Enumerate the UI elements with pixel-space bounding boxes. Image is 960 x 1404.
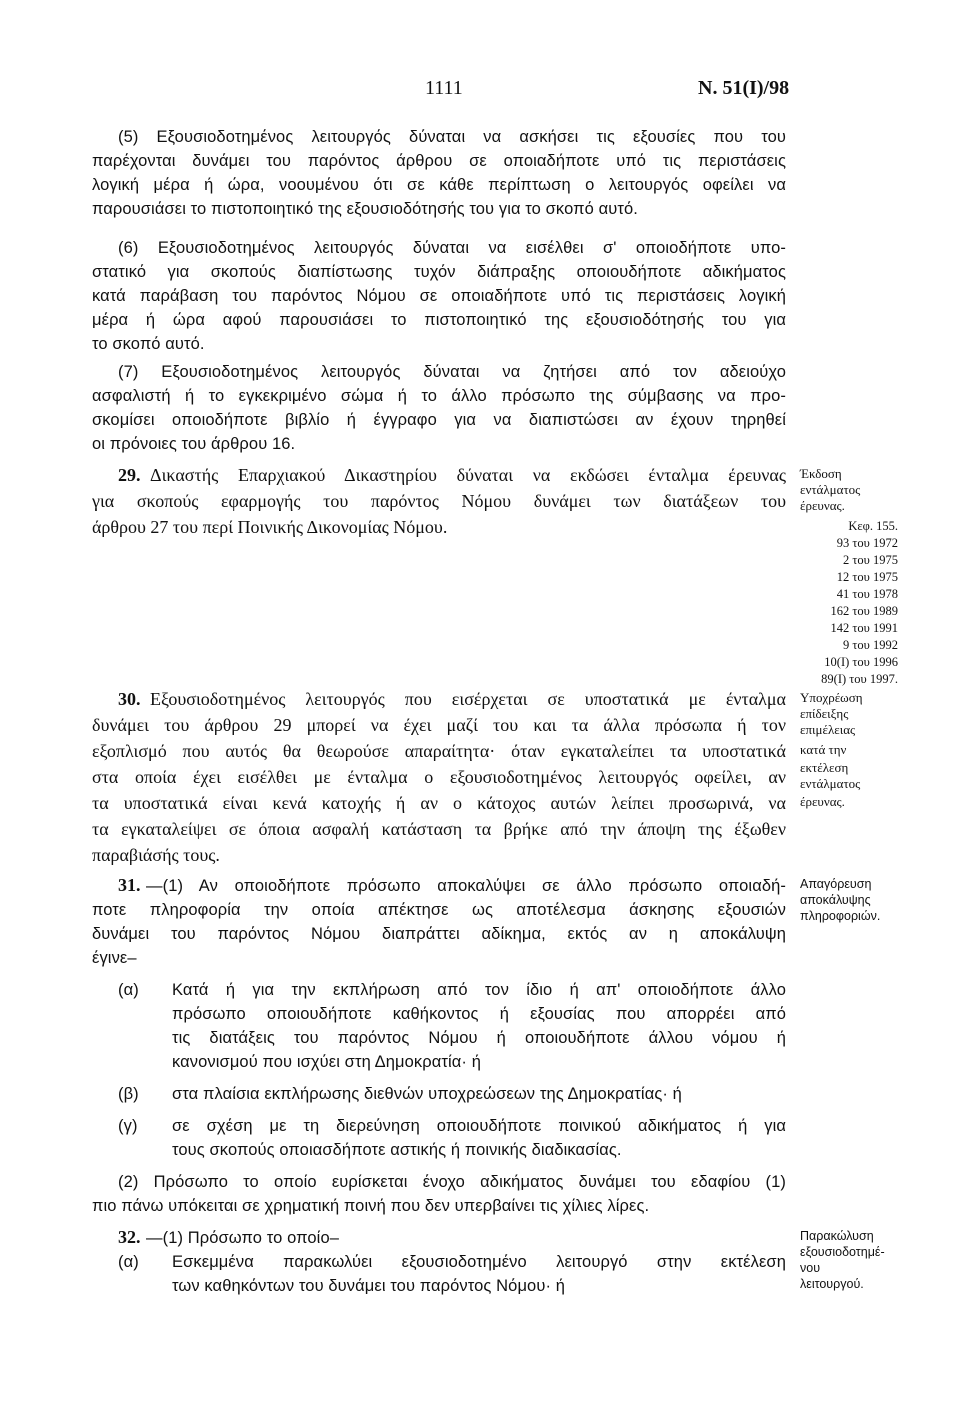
item-beta-label: (β) — [118, 1085, 139, 1103]
section-30-note-1: Υποχρέωση — [800, 690, 863, 705]
item-alpha-line-1: Κατά ή για την εκπλήρωση από τον ίδιο ή απ' οποιοδήποτε άλλο — [172, 981, 786, 999]
section-29-ref: 9 του 1992 — [843, 638, 898, 652]
section-31-sub2-line-1: (2) Πρόσωπο το οποίο ευρίσκεται ένοχο αδικήματος δυνάμει του εδαφίου (1) — [118, 1173, 786, 1191]
section-29-line-3: άρθρου 27 του περί Ποινικής Δικονομίας Νόμου. — [92, 517, 448, 537]
section-30-line-3: εξοπλισμό που αυτός θα θεωρούσε απαραίτητα· όταν εγκαταλείπει τα υποστατικά — [92, 741, 786, 761]
section-30-line-6: τα εγκαταλείψει σε όποια ασφαλή κατάσταση τα βρήκε από την άποψη της έξωθεν — [92, 819, 786, 839]
section-30-line-7: παραβιάσής τους. — [92, 845, 220, 865]
section-31-line-2: ποτε πληροφορία την οποία απέκτησε ως αποτέλεσμα άσκησης εξουσιών — [92, 901, 786, 919]
item-beta-line-1: στα πλαίσια εκπλήρωσης διεθνών υποχρεώσεων της Δημοκρατίας· ή — [172, 1085, 682, 1103]
item-alpha-line-3: τις διατάξεις του παρόντος Νόμου ή οποιουδήποτε άλλου νόμου ή — [172, 1029, 786, 1047]
section-30-note-6: εντάλματος — [800, 776, 861, 791]
section-31-line-1: —(1) Αν οποιοδήποτε πρόσωπο αποκαλύψει σε άλλο πρόσωπο οποιαδή- — [146, 877, 786, 895]
section-30-note-4: κατά την — [800, 742, 847, 757]
section-29-note-1: Έκδοση — [800, 466, 842, 481]
item-alpha-line-4: κανονισμού που ισχύει στη Δημοκρατία· ή — [172, 1053, 481, 1071]
para6-line-4: μέρα ή ώρα αφού παρουσιάσει το πιστοποιητικό της εξουσιοδότησής του για — [92, 311, 786, 329]
section-29-ref: 10(I) του 1996 — [824, 655, 898, 669]
section-29-ref: 41 του 1978 — [836, 587, 898, 601]
section-31-line-4: έγινε– — [92, 949, 137, 967]
section-29-ref: 89(I) του 1997. — [821, 672, 898, 686]
section-31-number: 31. — [118, 875, 141, 895]
section-29-ref: Κεφ. 155. — [848, 519, 898, 533]
para5-line-3: λογική μέρα ή ώρα, νοουμένου ότι σε κάθε περίπτωση ο λειτουργός οφείλει να — [92, 176, 786, 194]
section-31-sub2-line-2: πιο πάνω υπόκειται σε χρηματική ποινή που δεν υπερβαίνει τις χίλιες λίρες. — [92, 1197, 650, 1215]
para7-line-2: ασφαλιστή ή το εγκεκριμένο σώμα ή το άλλο πρόσωπο της σύμβασης να προ- — [92, 387, 786, 405]
section-32-intro: —(1) Πρόσωπο το οποίο– — [146, 1229, 340, 1247]
item-gamma-line-1: σε σχέση με τη διερεύνηση οποιουδήποτε ποινικού αδικήματος ή για — [172, 1117, 786, 1135]
section-32-item-line-2: των καθηκόντων του δυνάμει του παρόντος Νόμου· ή — [172, 1277, 566, 1295]
para7-line-1: (7) Εξουσιοδοτημένος λειτουργός δύναται να ζητήσει από τον αδειούχο — [118, 363, 786, 381]
item-alpha-label: (α) — [118, 981, 139, 999]
section-32-note-1: Παρακώλυση — [800, 1229, 874, 1243]
para6-line-1: (6) Εξουσιοδοτημένος λειτουργός δύναται να εισέλθει σ' οποιοδήποτε υπο- — [118, 239, 786, 257]
section-30-line-1: Εξουσιοδοτημένος λειτουργός που εισέρχεται σε υποστατικά με ένταλμα — [150, 689, 786, 709]
section-31-note-1: Απαγόρευση — [800, 877, 872, 891]
section-29-ref: 142 του 1991 — [830, 621, 898, 635]
section-31-line-3: δυνάμει του παρόντος Νόμου διαπράττει αδίκημα, εκτός αν η αποκάλυψη — [92, 925, 786, 943]
section-31-note-3: πληροφοριών. — [800, 909, 881, 923]
section-32-item-label: (α) — [118, 1253, 139, 1271]
section-32-item-line-1: Εσκεμμένα παρακωλύει εξουσιοδοτημένο λειτουργό στην εκτέλεση — [172, 1253, 786, 1271]
section-30-note-5: εκτέλεση — [800, 760, 849, 775]
section-32-note-2: εξουσιοδοτημέ- — [800, 1245, 885, 1259]
section-30-number: 30. — [118, 689, 141, 709]
section-29-number: 29. — [118, 465, 141, 485]
para5-line-4: παρουσιάσει το πιστοποιητικό της εξουσιοδότησής του για το σκοπό αυτό. — [92, 200, 638, 218]
section-29-line-2: για σκοπούς εφαρμογής του παρόντος Νόμου δυνάμει των διατάξεων του — [92, 491, 786, 511]
section-29-ref: 2 του 1975 — [843, 553, 898, 567]
section-30-note-3: επιμέλειας — [800, 722, 856, 737]
section-32-note-4: λειτουργού. — [800, 1277, 864, 1291]
para6-line-2: στατικό για σκοπούς διαπίστωσης τυχόν διάπραξης οποιουδήποτε αδικήματος — [92, 263, 786, 281]
section-30-note-7: έρευνας. — [800, 794, 845, 809]
section-30-line-2: δυνάμει του άρθρου 29 μπορεί να έχει μαζί του και τα άλλα πρόσωπα ή τον — [92, 715, 786, 735]
section-32-number: 32. — [118, 1227, 141, 1247]
section-30-note-2: επίδειξης — [800, 706, 849, 721]
section-29-ref: 12 του 1975 — [836, 570, 898, 584]
item-gamma-line-2: τους σκοπούς οποιασδήποτε αστικής ή ποινικής διαδικασίας. — [172, 1141, 622, 1159]
section-29-ref: 162 του 1989 — [830, 604, 898, 618]
item-alpha-line-2: πρόσωπο οποιουδήποτε καθήκοντος ή εξουσίας που απορρέει από — [172, 1005, 786, 1023]
para7-line-4: οι πρόνοιες του άρθρου 16. — [92, 435, 296, 453]
para6-line-3: κατά παράβαση του παρόντος Νόμου σε οποιαδήποτε υπό τις περιστάσεις λογική — [92, 287, 786, 305]
section-29-ref: 93 του 1972 — [836, 536, 898, 550]
section-31-note-2: αποκάλυψης — [800, 893, 871, 907]
page-number: 1111 — [425, 77, 463, 99]
section-30-line-4: στα οποία έχει εισέλθει με ένταλμα ο εξουσιοδοτημένος λειτουργός οφείλει, αν — [92, 767, 786, 787]
para5-line-2: παρέχονται δυνάμει του παρόντος άρθρου σε οποιαδήποτε υπό τις περιστάσεις — [92, 152, 786, 170]
section-29-note-2: εντάλματος — [800, 482, 861, 497]
section-29-note-3: έρευνας. — [800, 498, 845, 513]
section-32-note-3: νου — [800, 1261, 821, 1275]
item-gamma-label: (γ) — [118, 1117, 138, 1135]
section-29-line-1: Δικαστής Επαρχιακού Δικαστηρίου δύναται να εκδώσει ένταλμα έρευνας — [150, 465, 786, 485]
section-30-line-5: τα υποστατικά είναι κενά κατοχής ή αν ο κάτοχος αυτών λείπει προσωρινά, να — [92, 793, 786, 813]
para5-line-1: (5) Εξουσιοδοτημένος λειτουργός δύναται να ασκήσει τις εξουσίες που του — [118, 128, 786, 146]
para7-line-3: σκομίσει οποιοδήποτε βιβλίο ή έγγραφο για να διαπιστώσει αν έχουν τηρηθεί — [92, 411, 786, 429]
para6-line-5: το σκοπό αυτό. — [92, 335, 205, 353]
law-code: N. 51(I)/98 — [698, 77, 790, 99]
